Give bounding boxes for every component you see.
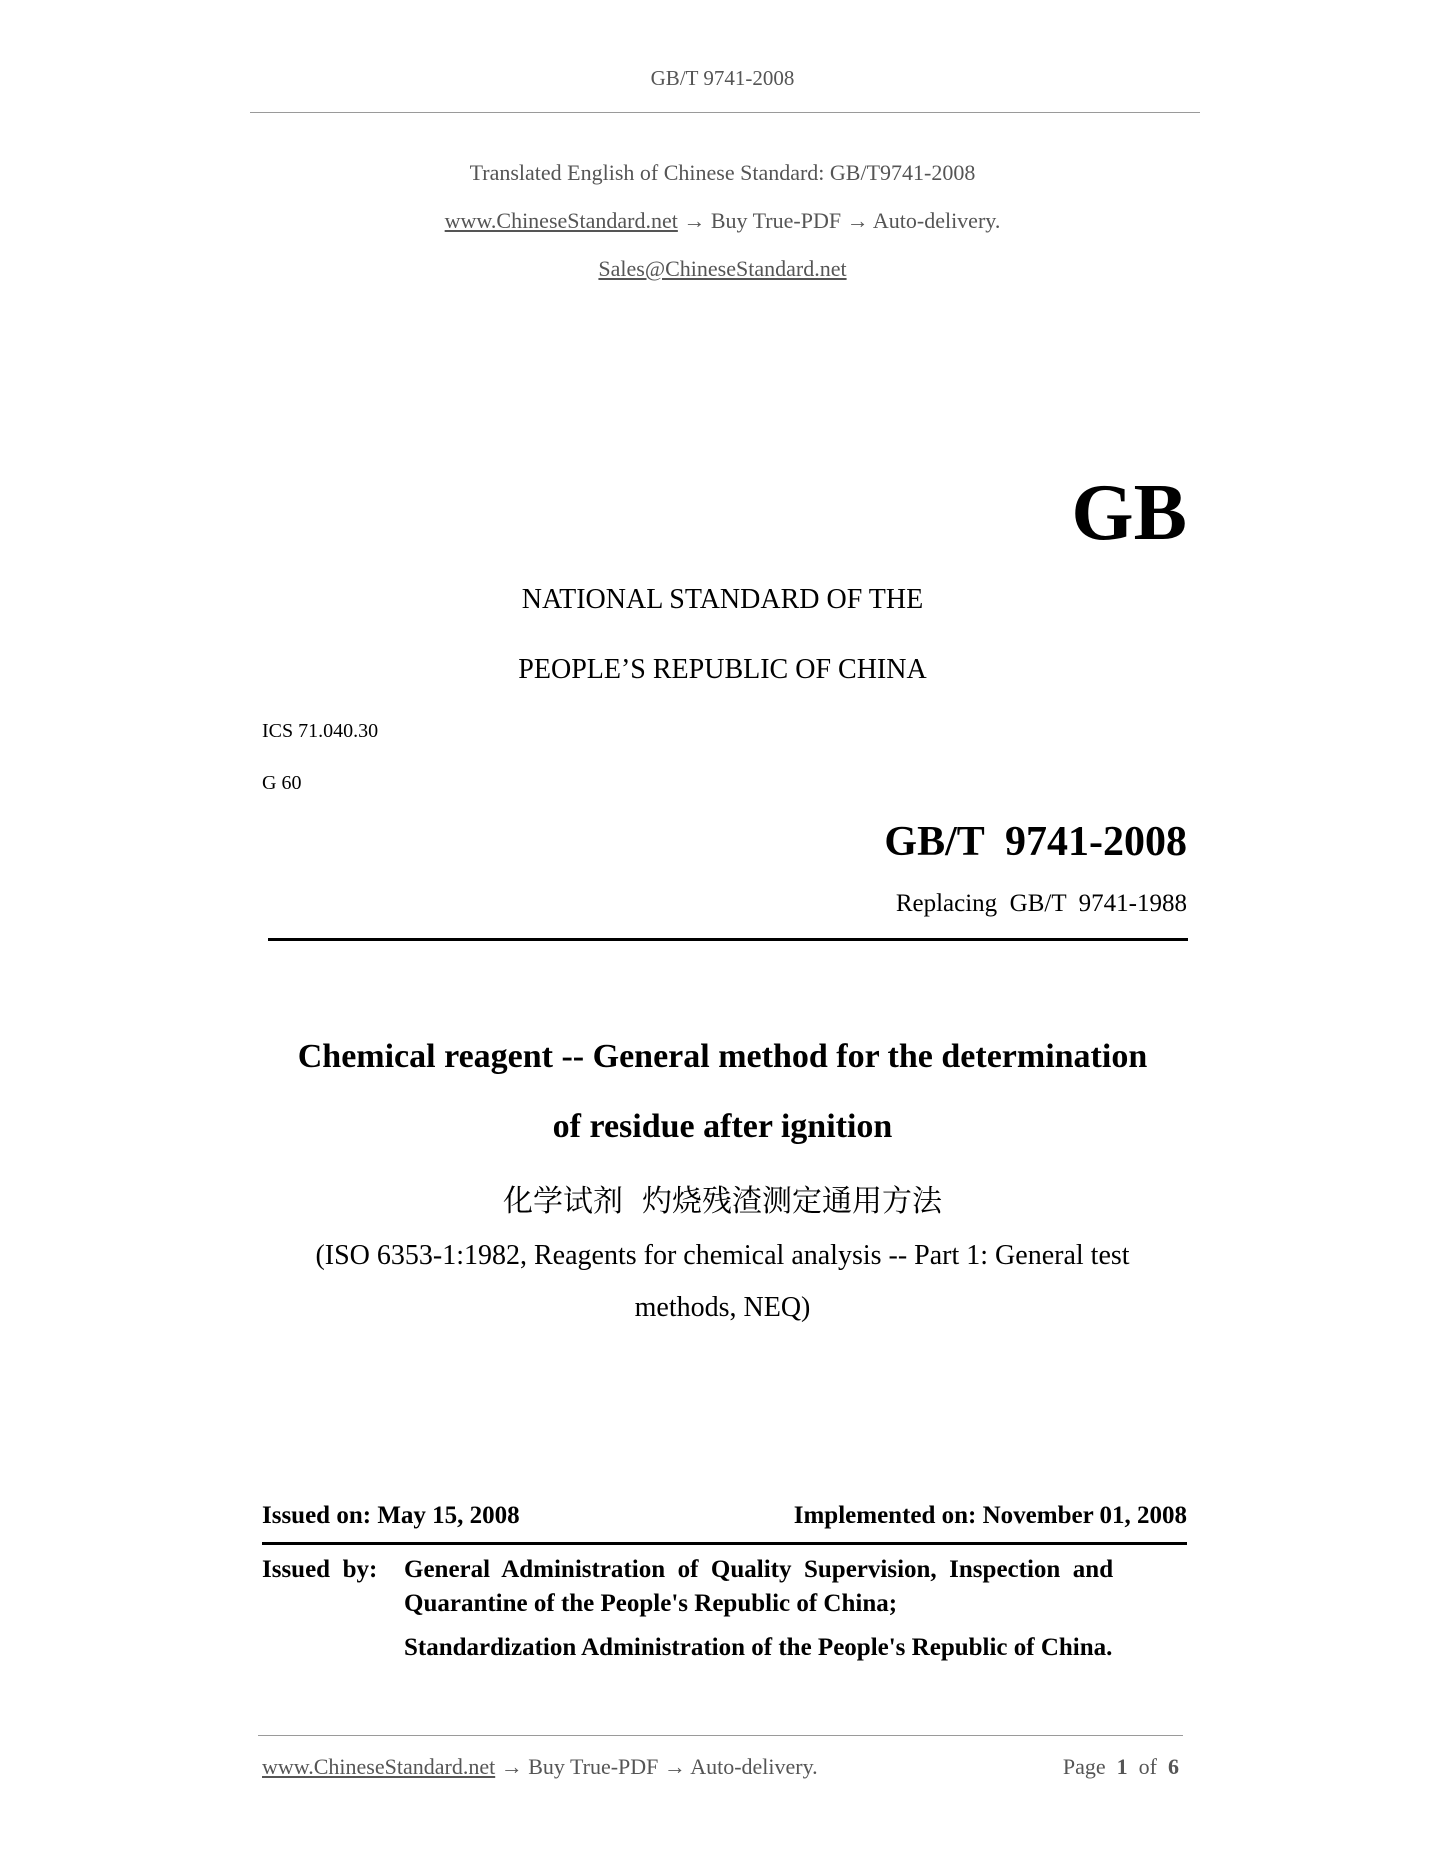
email-link[interactable]: Sales@ChineseStandard.net bbox=[598, 256, 847, 281]
replacing-note: Replacing GB/T 9741-1988 bbox=[895, 890, 1187, 917]
page-total: 6 bbox=[1168, 1754, 1179, 1779]
footer-site-link[interactable]: www.ChineseStandard.net bbox=[262, 1754, 496, 1779]
ccs-code: G 60 bbox=[262, 772, 302, 794]
title-line2: of residue after ignition bbox=[552, 1108, 893, 1145]
implemented-date: Implemented on: November 01, 2008 bbox=[793, 1502, 1187, 1529]
issuer-line1: General Administration of Quality Supervision, Inspection and bbox=[404, 1556, 1114, 1583]
gb-mark: GB bbox=[1071, 469, 1187, 557]
running-header: GB/T 9741-2008 bbox=[650, 66, 795, 90]
iso-reference-line2: methods, NEQ) bbox=[634, 1292, 811, 1323]
iso-reference-line1: (ISO 6353-1:1982, Reagents for chemical analysis -- Part 1: General test bbox=[315, 1240, 1130, 1271]
site-link[interactable]: www.ChineseStandard.net bbox=[444, 208, 678, 233]
issued-date: Issued on: May 15, 2008 bbox=[262, 1502, 520, 1529]
page-of: of bbox=[1138, 1754, 1157, 1779]
header-rule bbox=[250, 112, 1200, 113]
dates-rule bbox=[262, 1542, 1187, 1545]
national-standard-line1: NATIONAL STANDARD OF THE bbox=[521, 584, 924, 615]
page-indicator bbox=[1063, 1754, 1179, 1780]
purchase-notice bbox=[0, 208, 1445, 234]
national-standard-line2: PEOPLE’S REPUBLIC OF CHINA bbox=[518, 654, 927, 685]
issuer-line2: Quarantine of the People's Republic of China; bbox=[404, 1590, 898, 1617]
footer-purchase-text: → Buy True-PDF → Auto-delivery. bbox=[495, 1754, 818, 1779]
issuer-line3: Standardization Administration of the People's Republic of China. bbox=[404, 1634, 1113, 1661]
title-rule bbox=[268, 938, 1188, 941]
translation-notice: Translated English of Chinese Standard: GB/T9741-2008 bbox=[469, 160, 976, 185]
title-line1: Chemical reagent -- General method for the determination bbox=[297, 1038, 1148, 1075]
page-label: Page bbox=[1062, 1754, 1106, 1779]
issuer-label: Issued by: bbox=[262, 1556, 378, 1583]
ics-code: ICS 71.040.30 bbox=[262, 720, 379, 742]
standard-number: GB/T 9741-2008 bbox=[884, 819, 1187, 865]
email-line bbox=[0, 256, 1445, 282]
page-current: 1 bbox=[1116, 1754, 1128, 1779]
footer-rule bbox=[258, 1735, 1183, 1736]
purchase-text: → Buy True-PDF → Auto-delivery. bbox=[677, 208, 1001, 233]
footer-purchase bbox=[262, 1754, 818, 1780]
title-chinese: 化学试剂 灼烧残渣测定通用方法 bbox=[502, 1184, 943, 1219]
